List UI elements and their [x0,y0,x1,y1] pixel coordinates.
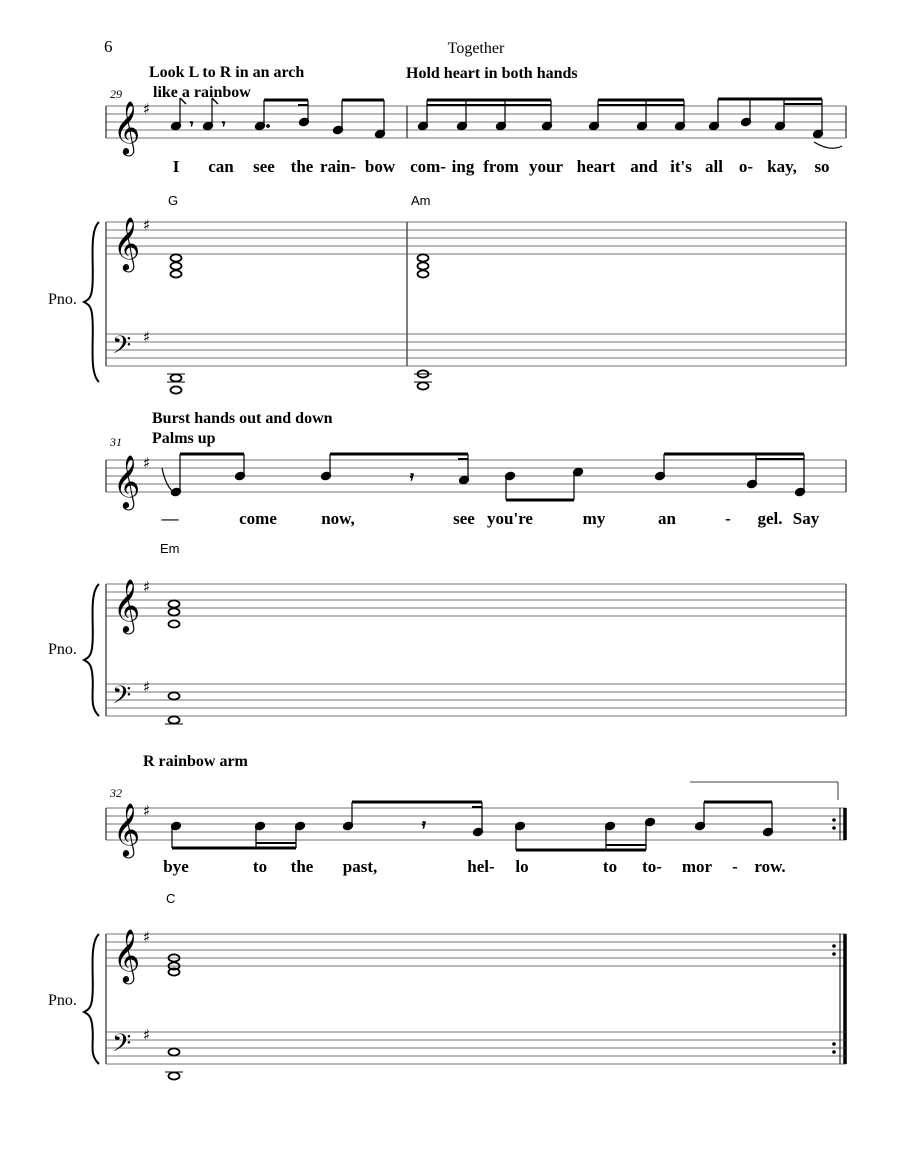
treble-clef-icon: 𝄞 [113,454,141,508]
notes-measure-31 [162,454,806,500]
lyric-syllable: hel- [467,857,495,876]
lyric-syllable: mor [681,857,713,876]
direction-text: R rainbow arm [143,753,248,770]
piano-treble-staff [106,928,846,1064]
piano-treble-staff [106,578,846,634]
instrument-label: Pno. [48,641,77,658]
lyric-syllable: row. [754,857,786,876]
lyric-syllable: Say [792,509,820,528]
vocal-staff [106,802,846,858]
chord-notes [169,600,180,627]
lyric-syllable: you're [487,509,533,528]
lyric-syllable: past, [342,857,378,876]
treble-clef-icon: 𝄞 [113,802,141,856]
notes-measure-32 [170,802,773,850]
lyric-syllable: the [290,157,314,176]
lyric-syllable: — [161,509,179,528]
svg-text:𝄾: 𝄾 [222,117,226,131]
chord-symbol: C [166,891,176,906]
lyric-syllable: to [602,857,618,876]
lyric-syllable: see [253,157,275,176]
key-signature-sharp-icon: ♯ [143,100,151,118]
lyric-syllable: the [290,857,314,876]
piano-bass-staff [106,678,846,724]
lyric-syllable: - [732,857,738,876]
lyric-syllable: I [172,157,180,176]
lyrics-line [173,157,830,176]
key-signature-sharp-icon: ♯ [143,328,151,346]
bass-clef-icon: 𝄢 [112,1029,132,1064]
treble-clef-icon: 𝄞 [113,578,141,632]
direction-text: Hold heart in both hands [406,65,578,82]
lyric-syllable: and [630,157,658,176]
system-2 [48,410,846,724]
treble-clef-icon: 𝄞 [113,100,141,154]
lyric-syllable: o- [738,157,754,176]
lyric-syllable: now, [321,509,355,528]
lyric-syllable: see [453,509,475,528]
lyric-syllable: kay, [767,157,797,176]
lyric-syllable: from [483,157,519,176]
grand-staff-brace-icon [84,934,99,1064]
key-signature-sharp-icon: ♯ [143,1026,151,1044]
key-signature-sharp-icon: ♯ [143,678,151,696]
lyric-syllable: my [582,509,606,528]
lyric-syllable: gel. [757,509,783,528]
direction-text: Burst hands out and down [152,410,333,427]
chord-symbol: G [168,193,179,208]
measure-number: 29 [110,87,122,101]
lyric-syllable: ing [451,157,475,176]
svg-text:𝄿: 𝄿 [410,469,414,483]
measure-number: 32 [110,786,122,800]
vocal-staff [106,454,846,510]
treble-clef-icon: 𝄞 [113,216,141,270]
piano-treble-staff [106,216,846,278]
piano-bass-staff [106,328,846,394]
lyrics-line [161,509,820,528]
lyric-syllable: com- [410,157,446,176]
lyric-syllable: bye [163,857,189,876]
system-3 [48,753,846,1080]
lyrics-line [163,857,785,876]
chord-notes [169,954,180,975]
lyric-syllable: to- [642,857,662,876]
direction-text: Palms up [152,430,216,447]
lyric-syllable: rain- [320,157,356,176]
chord-symbol: Em [160,541,180,556]
key-signature-sharp-icon: ♯ [143,454,151,472]
lyric-syllable: your [529,157,563,176]
lyric-syllable: bow [364,157,396,176]
chord-symbol: Am [411,193,431,208]
lyric-syllable: it's [670,157,692,176]
lyric-syllable: lo [515,857,529,876]
bass-clef-icon: 𝄢 [112,681,132,716]
system-1 [48,64,846,394]
notes-measure-29 [170,98,385,139]
chord-notes [171,254,429,277]
bass-notes [167,370,432,393]
instrument-label: Pno. [48,992,77,1009]
bass-clef-icon: 𝄢 [112,331,132,366]
lyric-syllable: heart [576,157,616,176]
key-signature-sharp-icon: ♯ [143,216,151,234]
direction-text: Look L to R in an arch [149,64,305,81]
page-number: 6 [104,37,113,56]
grand-staff-brace-icon [84,584,99,716]
treble-clef-icon: 𝄞 [113,928,141,982]
lyric-syllable: all [705,157,723,176]
measure-number: 31 [110,435,122,449]
lyric-syllable: come [239,509,277,528]
lyric-syllable: so [814,157,830,176]
lyric-syllable: - [725,509,731,528]
key-signature-sharp-icon: ♯ [143,928,151,946]
lyric-syllable: to [252,857,268,876]
piano-bass-staff [106,1026,846,1080]
svg-text:𝄾: 𝄾 [190,117,194,131]
instrument-label: Pno. [48,291,77,308]
key-signature-sharp-icon: ♯ [143,578,151,596]
page-title: Together [447,40,505,57]
lyric-syllable: an [658,509,676,528]
key-signature-sharp-icon: ♯ [143,802,151,820]
lyric-syllable: can [208,157,234,176]
svg-text:𝄿: 𝄿 [422,817,426,831]
direction-text: like a rainbow [153,84,251,101]
vocal-staff [106,98,846,156]
grand-staff-brace-icon [84,222,99,382]
